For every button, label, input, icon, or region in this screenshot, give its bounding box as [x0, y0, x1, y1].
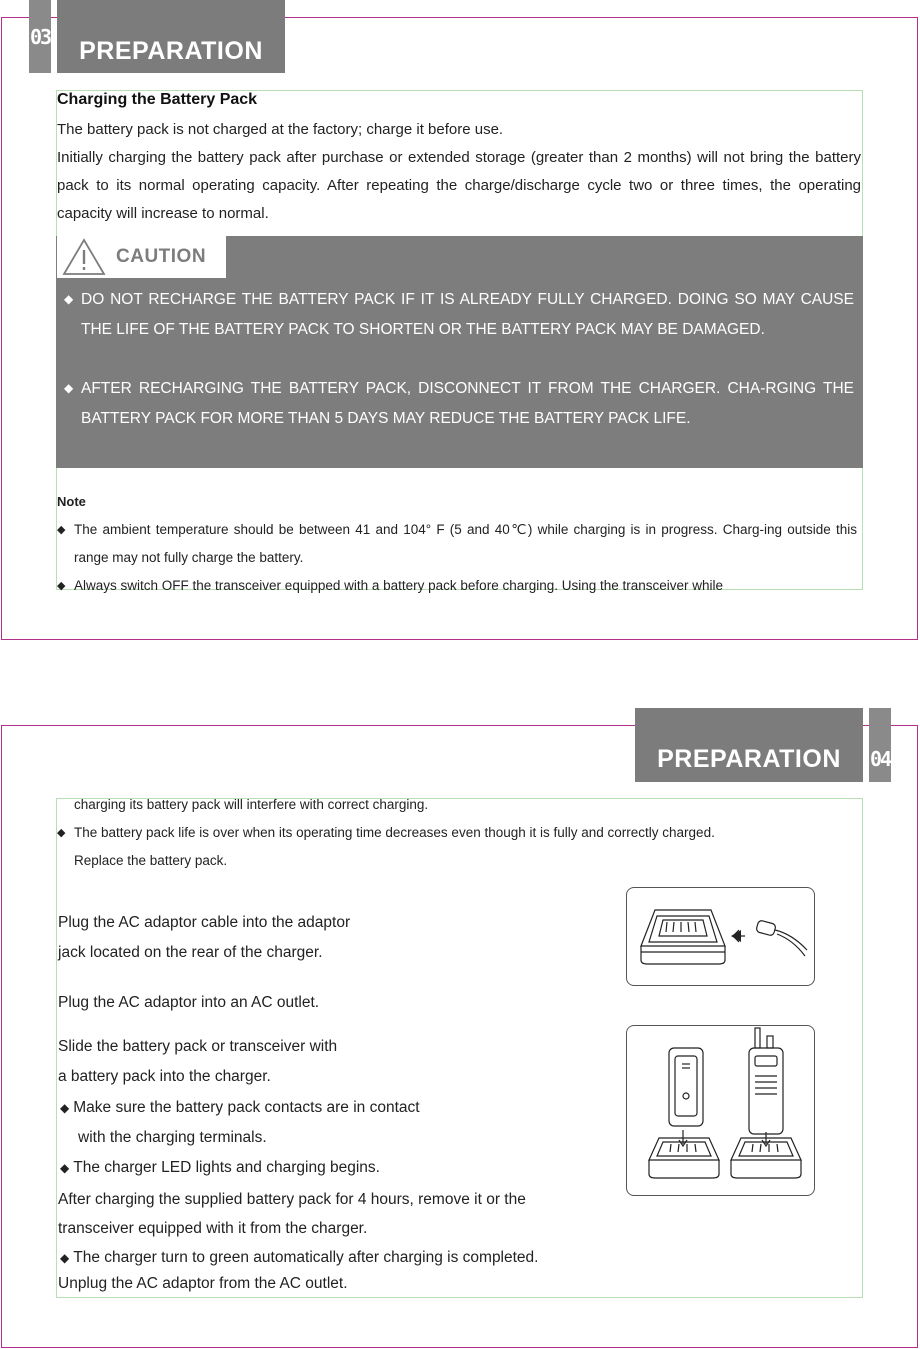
- note-item-3: [57, 819, 857, 847]
- section-title: Charging the Battery Pack: [57, 91, 258, 108]
- diamond-bullet-icon: ◆: [64, 381, 74, 395]
- warning-triangle-icon: [62, 238, 106, 276]
- caution-item-1: [64, 285, 854, 344]
- step-3-bullet-1-text-2: with the charging terminals.: [78, 1129, 267, 1146]
- step-1-line-1: Plug the AC adaptor cable into the adaptor: [58, 914, 351, 931]
- note-item-2: [57, 572, 857, 600]
- step-3-bullet-1-text: Make sure the battery pack contacts are in contact: [73, 1099, 420, 1116]
- page-header-title: PREPARATION: [635, 708, 863, 782]
- intro-paragraph-2: Initially charging the battery pack after purchase or extended storage (greater than 2 months) will not bring the battery pack to its normal operating capacity. After repeating the charge/discharge cycle two or three times, the operating capacity will increase to normal.: [57, 149, 861, 222]
- step-4-line-2: transceiver equipped with it from the charger.: [58, 1220, 368, 1237]
- caution-item-2: [64, 374, 854, 433]
- caution-box: [56, 236, 863, 468]
- note-title: Note: [57, 494, 86, 509]
- intro-paragraph-1: The battery pack is not charged at the factory; charge it before use.: [57, 121, 504, 138]
- step-4-bullet-1-text: The charger turn to green automatically after charging is completed.: [73, 1249, 539, 1266]
- step-3-line-2: a battery pack into the charger.: [58, 1068, 271, 1085]
- step-5: Unplug the AC adaptor from the AC outlet.: [58, 1275, 348, 1292]
- note-item-text: Always switch OFF the transceiver equipped with a battery pack before charging. Using the transceiver while: [74, 578, 724, 593]
- caution-item-text: AFTER RECHARGING THE BATTERY PACK, DISCONNECT IT FROM THE CHARGER. CHA-RGING THE BATTERY PACK FOR MORE THAN 5 DAYS MAY REDUCE THE BATTERY PACK LIFE.: [81, 380, 854, 427]
- step-3-bullet-1: [60, 1093, 420, 1123]
- battery-transceiver-charger-illustration: [626, 1025, 815, 1196]
- diamond-bullet-icon: ◆: [57, 580, 66, 592]
- page-header-title: PREPARATION: [57, 0, 285, 73]
- diamond-bullet-icon: ◆: [60, 1161, 70, 1175]
- step-3-bullet-2-text: The charger LED lights and charging begins.: [73, 1159, 380, 1176]
- diamond-bullet-icon: ◆: [57, 827, 66, 839]
- diamond-bullet-icon: ◆: [60, 1101, 70, 1115]
- note-item-text: The ambient temperature should be between 41 and 104° F (5 and 40℃) while charging is in progress. Charg-ing outside this range may not fully charge the battery.: [74, 522, 857, 565]
- diamond-bullet-icon: ◆: [57, 524, 66, 536]
- charger-insert-icon: [627, 1026, 813, 1194]
- charger-cable-illustration: [626, 887, 815, 986]
- step-3-bullet-1-line-2: [60, 1123, 267, 1153]
- note-continued-text: charging its battery pack will interfere with correct charging.: [74, 797, 429, 812]
- step-4-line-1: After charging the supplied battery pack for 4 hours, remove it or the: [58, 1191, 526, 1208]
- diamond-bullet-icon: ◆: [60, 1251, 70, 1265]
- note-item-3-line2: [57, 847, 857, 875]
- step-2: Plug the AC adaptor into an AC outlet.: [58, 994, 320, 1011]
- note-continued-line: [57, 791, 857, 819]
- caution-item-text: DO NOT RECHARGE THE BATTERY PACK IF IT IS ALREADY FULLY CHARGED. DOING SO MAY CAUSE THE LIFE OF THE BATTERY PACK TO SHORTEN OR THE BATTERY PACK MAY BE DAMAGED.: [81, 291, 854, 338]
- diamond-bullet-icon: ◆: [64, 292, 74, 306]
- caution-heading: CAUTION: [116, 246, 207, 267]
- charger-with-plug-icon: [627, 888, 813, 984]
- page-number: 04: [869, 708, 891, 782]
- page-number: 03: [29, 0, 51, 73]
- note-item-text: Replace the battery pack.: [74, 853, 228, 868]
- note-item-text: The battery pack life is over when its operating time decreases even though it is fully and correctly charged.: [74, 825, 715, 840]
- note-item-1: [57, 516, 857, 572]
- step-1-line-2: jack located on the rear of the charger.: [58, 944, 323, 961]
- step-3-bullet-2: [60, 1153, 380, 1183]
- step-3-line-1: Slide the battery pack or transceiver with: [58, 1038, 338, 1055]
- caution-label: [56, 236, 226, 278]
